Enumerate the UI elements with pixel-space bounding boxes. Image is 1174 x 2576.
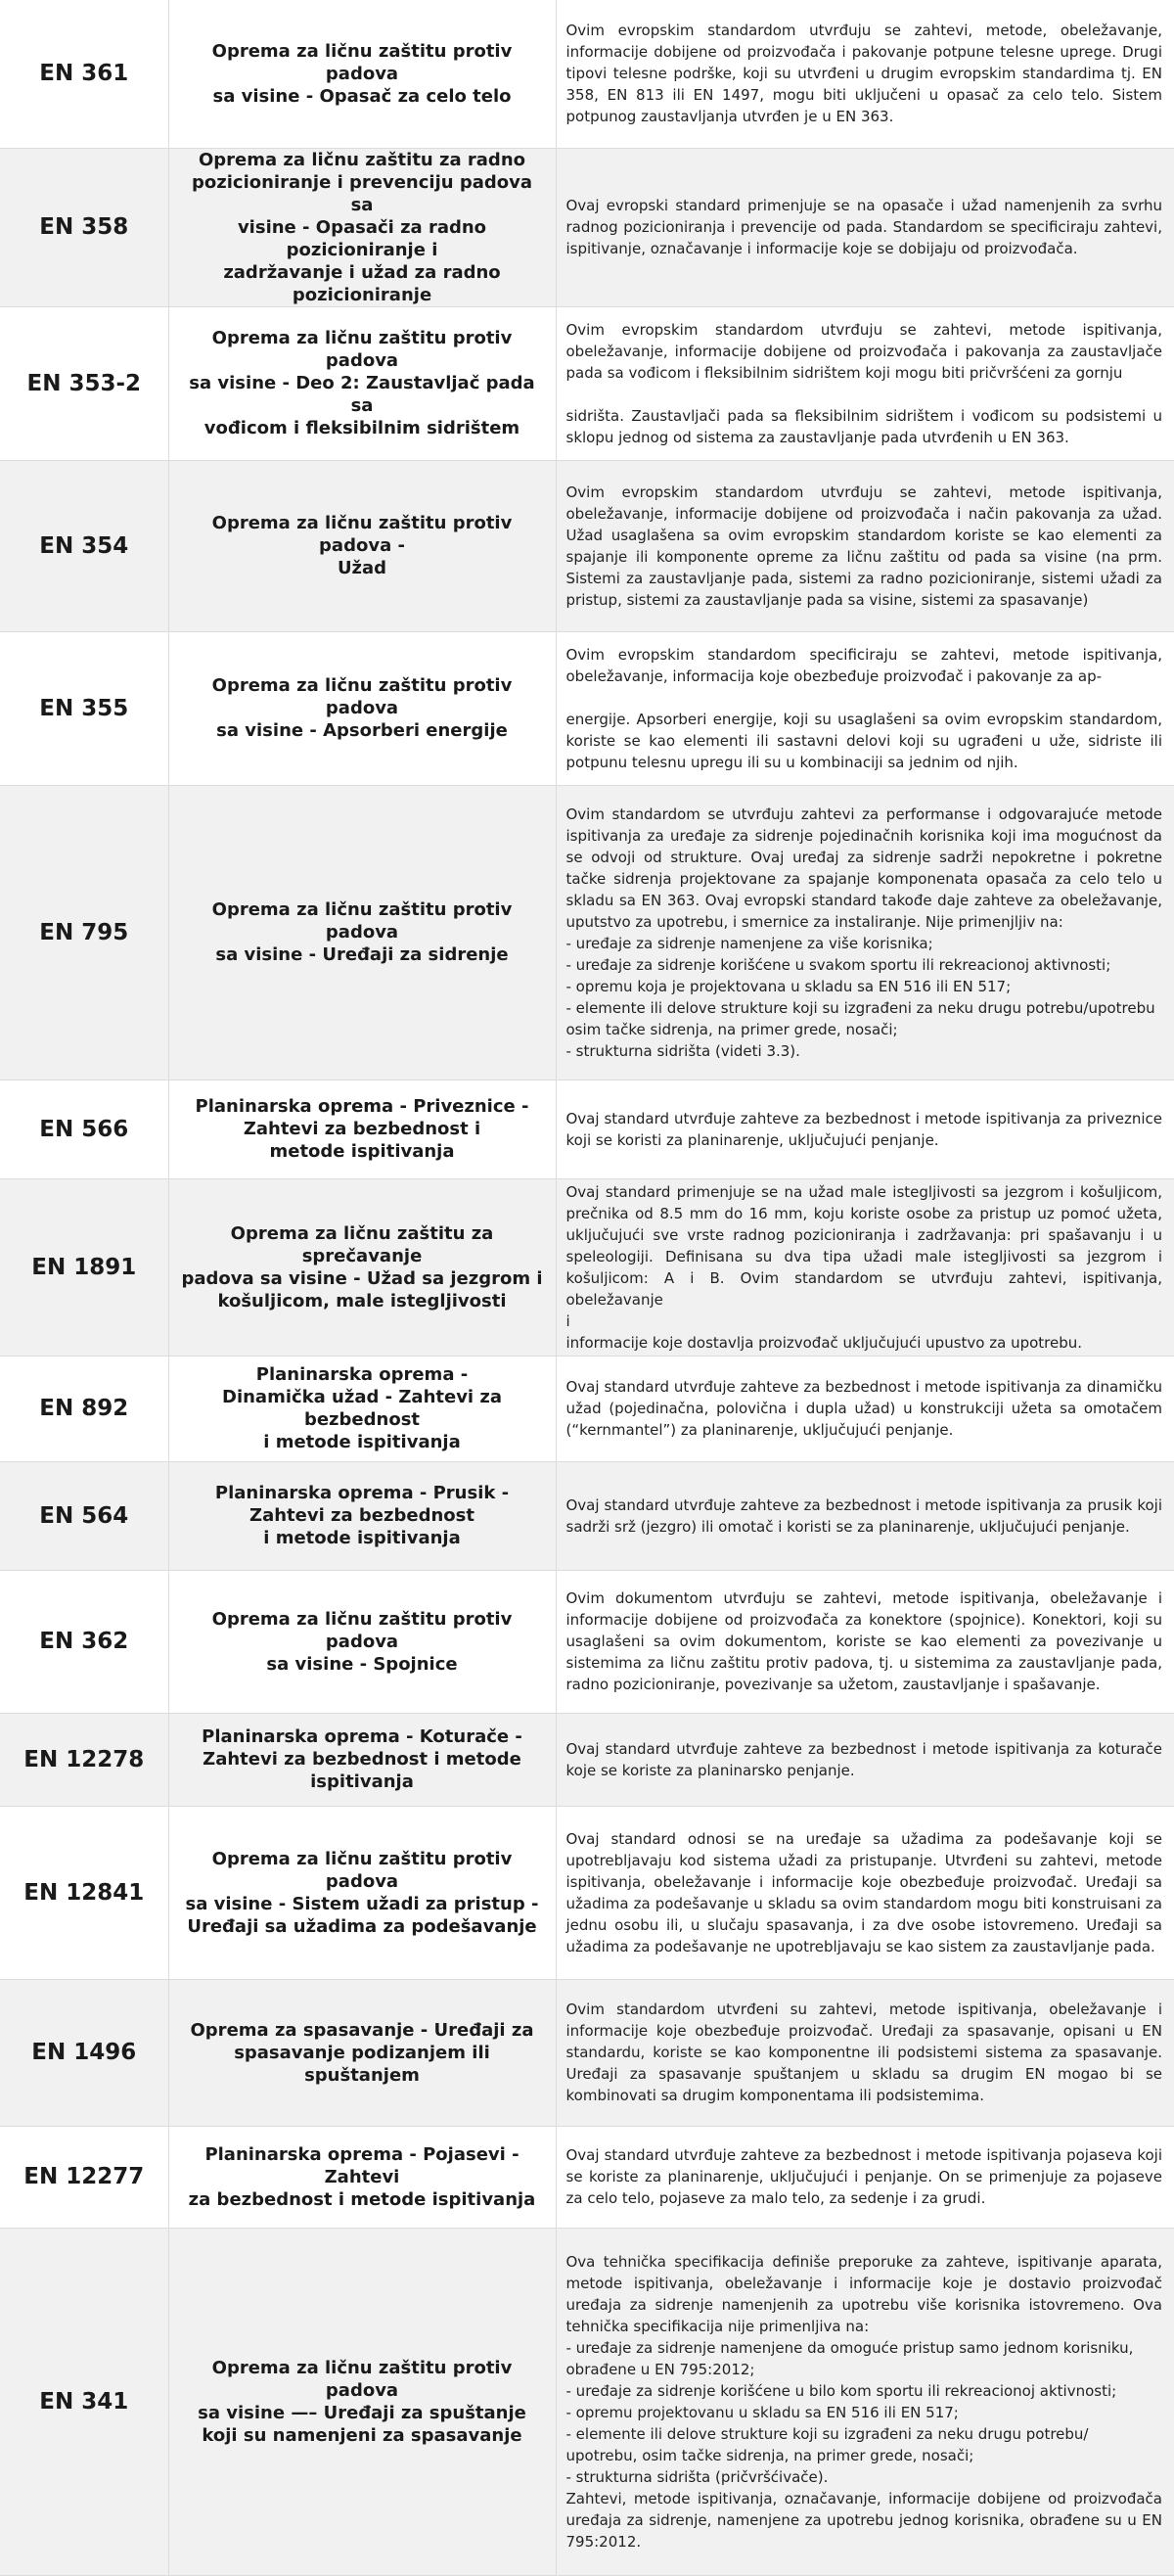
standard-code: EN 564	[0, 1461, 168, 1570]
standard-title: Oprema za ličnu zaštitu za sprečavanje padova sa visine - Užad sa jezgrom i košuljicom, male istegljivosti	[181, 1222, 543, 1311]
table-row	[0, 306, 1174, 460]
table-row	[0, 785, 1174, 1080]
table-row	[0, 631, 1174, 785]
standard-description: Ovaj standard utvrđuje zahteve za bezbednost i metode ispitivanja za prusik koji sadrži srž (jezgro) ili omotač i koristi se za planinarenje, uključujući penjanje.	[565, 1495, 1162, 1536]
standard-code: EN 1496	[0, 1979, 168, 2126]
standard-description: Ovim evropskim standardom utvrđuju se zahtevi, metode, obeležavanje, informacije dobijene od proizvođača i pakovanje potpune telesne uprege. Drugi tipovi telesne podrške, koji su utvrđeni u drugim evropskim standardima tj. EN 358, EN 813 ili EN 1497, mogu biti uključeni u opasač za celo telo. Sistem potpunog zaustavljanja utvrđen je u EN 363.	[565, 22, 1162, 126]
standard-title: Planinarska oprema - Priveznice - Zahtevi za bezbednost i metode ispitivanja	[195, 1096, 529, 1162]
standard-code: EN 355	[0, 631, 168, 785]
standard-title: Oprema za ličnu zaštitu protiv padova sa visine - Sistem užadi za pristup - Uređaji sa užadima za podešavanje	[185, 1848, 539, 1937]
standard-title: Oprema za spasavanje - Uređaji za spasavanje podizanjem ili spuštanjem	[190, 2019, 534, 2086]
standard-title: Planinarska oprema - Prusik - Zahtevi za bezbednost i metode ispitivanja	[214, 1483, 510, 1548]
table-row	[0, 2126, 1174, 2228]
standard-code: EN 362	[0, 1570, 168, 1713]
standard-code: EN 1891	[0, 1178, 168, 1356]
standard-description: Ova tehnička specifikacija definiše preporuke za zahteve, ispitivanje aparata, metode ispitivanja, obeležavanje i informacije koje je dostavio proizvođač uređaja za sidrenje namenjenih za upotrebu više korisnika istovremeno. Ova tehnička specifikacija nije primenljiva na: - uređaje za sidrenje namenjene da omoguće pristup samo jednom korisniku, obrađene u EN 795:2012; - uređaje za sidrenje korišćene u bilo kom sportu ili rekreacionoj aktivnosti; - opremu projektovanu u skladu sa EN 516 ili EN 517; - elemente ili delove strukture koji su izgrađeni za neku drugu potrebu/ upotrebu, osim tačke sidrenja, na primer grede, nosači; - strukturna sidrišta (pričvršćivače). Zahtevi, metode ispitivanja, označavanje, informacije dobijene od proizvođača uređaja za sidrenje, namenjene za upotrebu jednog korisnika, obrađene su u EN 795:2012.	[565, 2252, 1162, 2551]
table-row	[0, 1570, 1174, 1713]
standard-description: Ovim evropskim standardom utvrđuju se zahtevi, metode ispitivanja, obeležavanje, informacije dobijene od proizvođača i pakovanja za zaustavljače pada sa vođicom i fleksibilnim sidrištem koji mogu biti pričvršćeni za gornju sidrišta. Zaustavljači pada sa fleksibilnim sidrištem i vođicom su podsistemi u sklopu jednog od sistema za zaustavljanje pada utvrđenih u EN 363.	[565, 320, 1162, 446]
standard-title: Oprema za ličnu zaštitu protiv padova sa visine - Uređaji za sidrenje	[211, 899, 513, 965]
table-row	[0, 1713, 1174, 1806]
table-row	[0, 1356, 1174, 1461]
standard-description: Ovaj standard odnosi se na uređaje sa užadima za podešavanje koji se upotrebljavaju kod sistema užadi za pristupanje. Utvrđeni su zahtevi, metode ispitivanja, obeležavanje i informacije koje obezbeđuje proizvođač. Uređaji sa užadima za podešavanje u skladu sa ovim standardom mogu biti konstruisani za jednu osobu ili, u slučaju spasavanja, i za dve osobe istovremeno. Uređaji sa užadima za podešavanje ne upotrebljavaju se kao sistem za zaustavljanje pada.	[565, 1829, 1162, 1955]
standard-description: Ovaj standard primenjuje se na užad male istegljivosti sa jezgrom i košuljicom, prečnika od 8.5 mm do 16 mm, koju koriste osobe za pristup uz pomoć užeta, uključujući sve vrste radnog pozicioniranja i zadržavanja: pri spašavanju i u speleologiji. Definisana su dva tipa užadi male istegljivosti sa jezgrom i košuljicom: A i B. Ovim standardom se utvrđuju zahtevi, ispitivanja, obeležavanje i informacije koje dostavlja proizvođač uključujući upustvo za upotrebu.	[565, 1182, 1162, 1352]
table-row	[0, 1080, 1174, 1178]
standard-description: Ovim standardom utvrđeni su zahtevi, metode ispitivanja, obeležavanje i informacije koje obezbeđuje proizvođač. Uređaji za spasavanje, opisani u EN standardu, koriste se kao komponentne ili podsistemi sistema za spasavanje. Uređaji za spasavanje spuštanjem u skladu sa drugim EN mogao bi se kombinovati sa drugim komponentama ili podsistemima.	[565, 2001, 1162, 2104]
standard-description: Ovaj standard utvrđuje zahteve za bezbednost i metode ispitivanja pojaseva koji se koriste za planinarenje, uključujući i penjanje. On se primenjuje za pojaseve za celo telo, pojaseve za malo telo, za sedenje i za grudi.	[565, 2146, 1162, 2207]
standard-description: Ovaj standard utvrđuje zahteve za bezbednost i metode ispitivanja za dinamičku užad (pojedinačna, polovična i dupla užad) u konstrukciji užeta sa omotačem (“kernmantel”) za planinarenje, uključujući penjanje.	[565, 1378, 1162, 1439]
standard-title: Oprema za ličnu zaštitu za radno pozicioniranje i prevenciju padova sa visine - Opasači za radno pozicioniranje i zadržavanje i užad za radno pozicioniranje	[192, 149, 532, 305]
standard-description: Ovim standardom se utvrđuju zahtevi za performanse i odgovarajuće metode ispitivanja za uređaje za sidrenje pojedinačnih korisnika koji ima mogućnost da se odvoji od strukture. Ovaj uređaj za sidrenje sadrži nepokretne i pokretne tačke sidrenja projektovane za spajanje komponenata opasača za celo telo u skladu sa EN 363. Ovaj evropski standard takođe daje zahteve za obeležavanje, uputstvo za upotrebu, i smernice za instaliranje. Nije primenjljiv na: - uređaje za sidrenje namenjene za više korisnika; - uređaje za sidrenje korišćene u svakom sportu ili rekreacionoj aktivnosti; - opremu koja je projektovana u skladu sa EN 516 ili EN 517; - elemente ili delove strukture koji su izgrađeni za neku drugu potrebu/upotrebu osim tačke sidrenja, na primer grede, nosači; - strukturna sidrišta (videti 3.3).	[565, 805, 1162, 1060]
standard-title: Oprema za ličnu zaštitu protiv padova sa visine - Spojnice	[211, 1608, 513, 1675]
standard-title: Oprema za ličnu zaštitu protiv padova sa visine - Deo 2: Zaustavljač pada sa vođicom i fleksibilnim sidrištem	[189, 328, 535, 438]
standard-description: Ovim dokumentom utvrđuju se zahtevi, metode ispitivanja, obeležavanje i informacije dobijene od proizvođača za konektore (spojnice). Konektori, koji su usaglašeni sa ovim dokumentom, koriste se kao elementi za povezivanje u sistemima za ličnu zaštitu protiv padova, tj. u sistemima za zaustavljanje pada, radno pozicioniranje, povezivanje sa užetom, zaustavljanje i spašavanje.	[565, 1589, 1162, 1693]
standard-title: Oprema za ličnu zaštitu protiv padova - Užad	[211, 513, 513, 578]
standard-description: Ovim evropskim standardom specificiraju se zahtevi, metode ispitivanja, obeležavanje, informacija koje obezbeđuje proizvođač i pakovanje za ap- energije. Apsorberi energije, koji su usaglašeni sa ovim evropskim standardom, koriste se kao elementi ili sastavni delovi koji su ugrađeni u uže, sidriste ili potpunu telesnu upregu ili su u kombinaciji sa jednim od njih.	[565, 645, 1162, 771]
table-row	[0, 1806, 1174, 1979]
standard-code: EN 361	[0, 0, 168, 148]
standard-description: Ovaj standard utvrđuje zahteve za bezbednost i metode ispitivanja za priveznice koji se koristi za planinarenje, uključujući penjanje.	[565, 1109, 1162, 1149]
standard-code: EN 353-2	[0, 306, 168, 460]
standard-code: EN 566	[0, 1080, 168, 1178]
table-row	[0, 1461, 1174, 1570]
standard-title: Oprema za ličnu zaštitu protiv padova sa visine - Apsorberi energije	[211, 675, 513, 741]
standard-description: Ovim evropskim standardom utvrđuju se zahtevi, metode ispitivanja, obeležavanje, informacije dobijene od proizvođača i način pakovanja za užad. Užad usaglašena sa ovim evropskim standardom koriste se kao elementi za spajanje ili komponente opreme za ličnu zaštitu od pada sa visine (na prm. Sistemi za zaustavljanje pada, sistemi za radno pozicioniranje, sistemi užadi za pristup, sistemi za zaustavljanje pada sa visine, sistemi za spasavanje)	[565, 483, 1162, 609]
standard-title: Oprema za ličnu zaštitu protiv padova sa visine —– Uređaji za spuštanje koji su namenjeni za spasavanje	[198, 2357, 526, 2446]
table-row	[0, 460, 1174, 631]
standard-title: Oprema za ličnu zaštitu protiv padova sa visine - Opasač za celo telo	[211, 40, 513, 107]
table-row	[0, 2228, 1174, 2575]
standard-code: EN 12841	[0, 1806, 168, 1979]
table-row	[0, 1178, 1174, 1356]
standard-description: Ovaj evropski standard primenjuje se na opasače i užad namenjenih za svrhu radnog pozicioniranja i prevencije od pada. Standardom se specificiraju zahtevi, ispitivanje, označavanje i informacije koje se dobijaju od proizvođača.	[565, 197, 1162, 257]
table-row	[0, 148, 1174, 306]
standard-title: Planinarska oprema - Koturače - Zahtevi za bezbednost i metode ispitivanja	[202, 1726, 522, 1792]
standard-description: Ovaj standard utvrđuje zahteve za bezbednost i metode ispitivanja za koturače koje se koriste za planinarsko penjanje.	[565, 1739, 1162, 1779]
standard-code: EN 892	[0, 1356, 168, 1461]
table-row	[0, 1979, 1174, 2126]
standard-title: Planinarska oprema - Dinamička užad - Zahtevi za bezbednost i metode ispitivanja	[222, 1364, 502, 1452]
table-row	[0, 0, 1174, 148]
standard-code: EN 354	[0, 460, 168, 631]
standard-title: Planinarska oprema - Pojasevi - Zahtevi za bezbednost i metode ispitivanja	[188, 2143, 536, 2210]
standard-code: EN 12278	[0, 1713, 168, 1806]
standard-code: EN 12277	[0, 2126, 168, 2228]
standard-code: EN 358	[0, 148, 168, 306]
standard-code: EN 341	[0, 2228, 168, 2575]
standard-code: EN 795	[0, 785, 168, 1080]
